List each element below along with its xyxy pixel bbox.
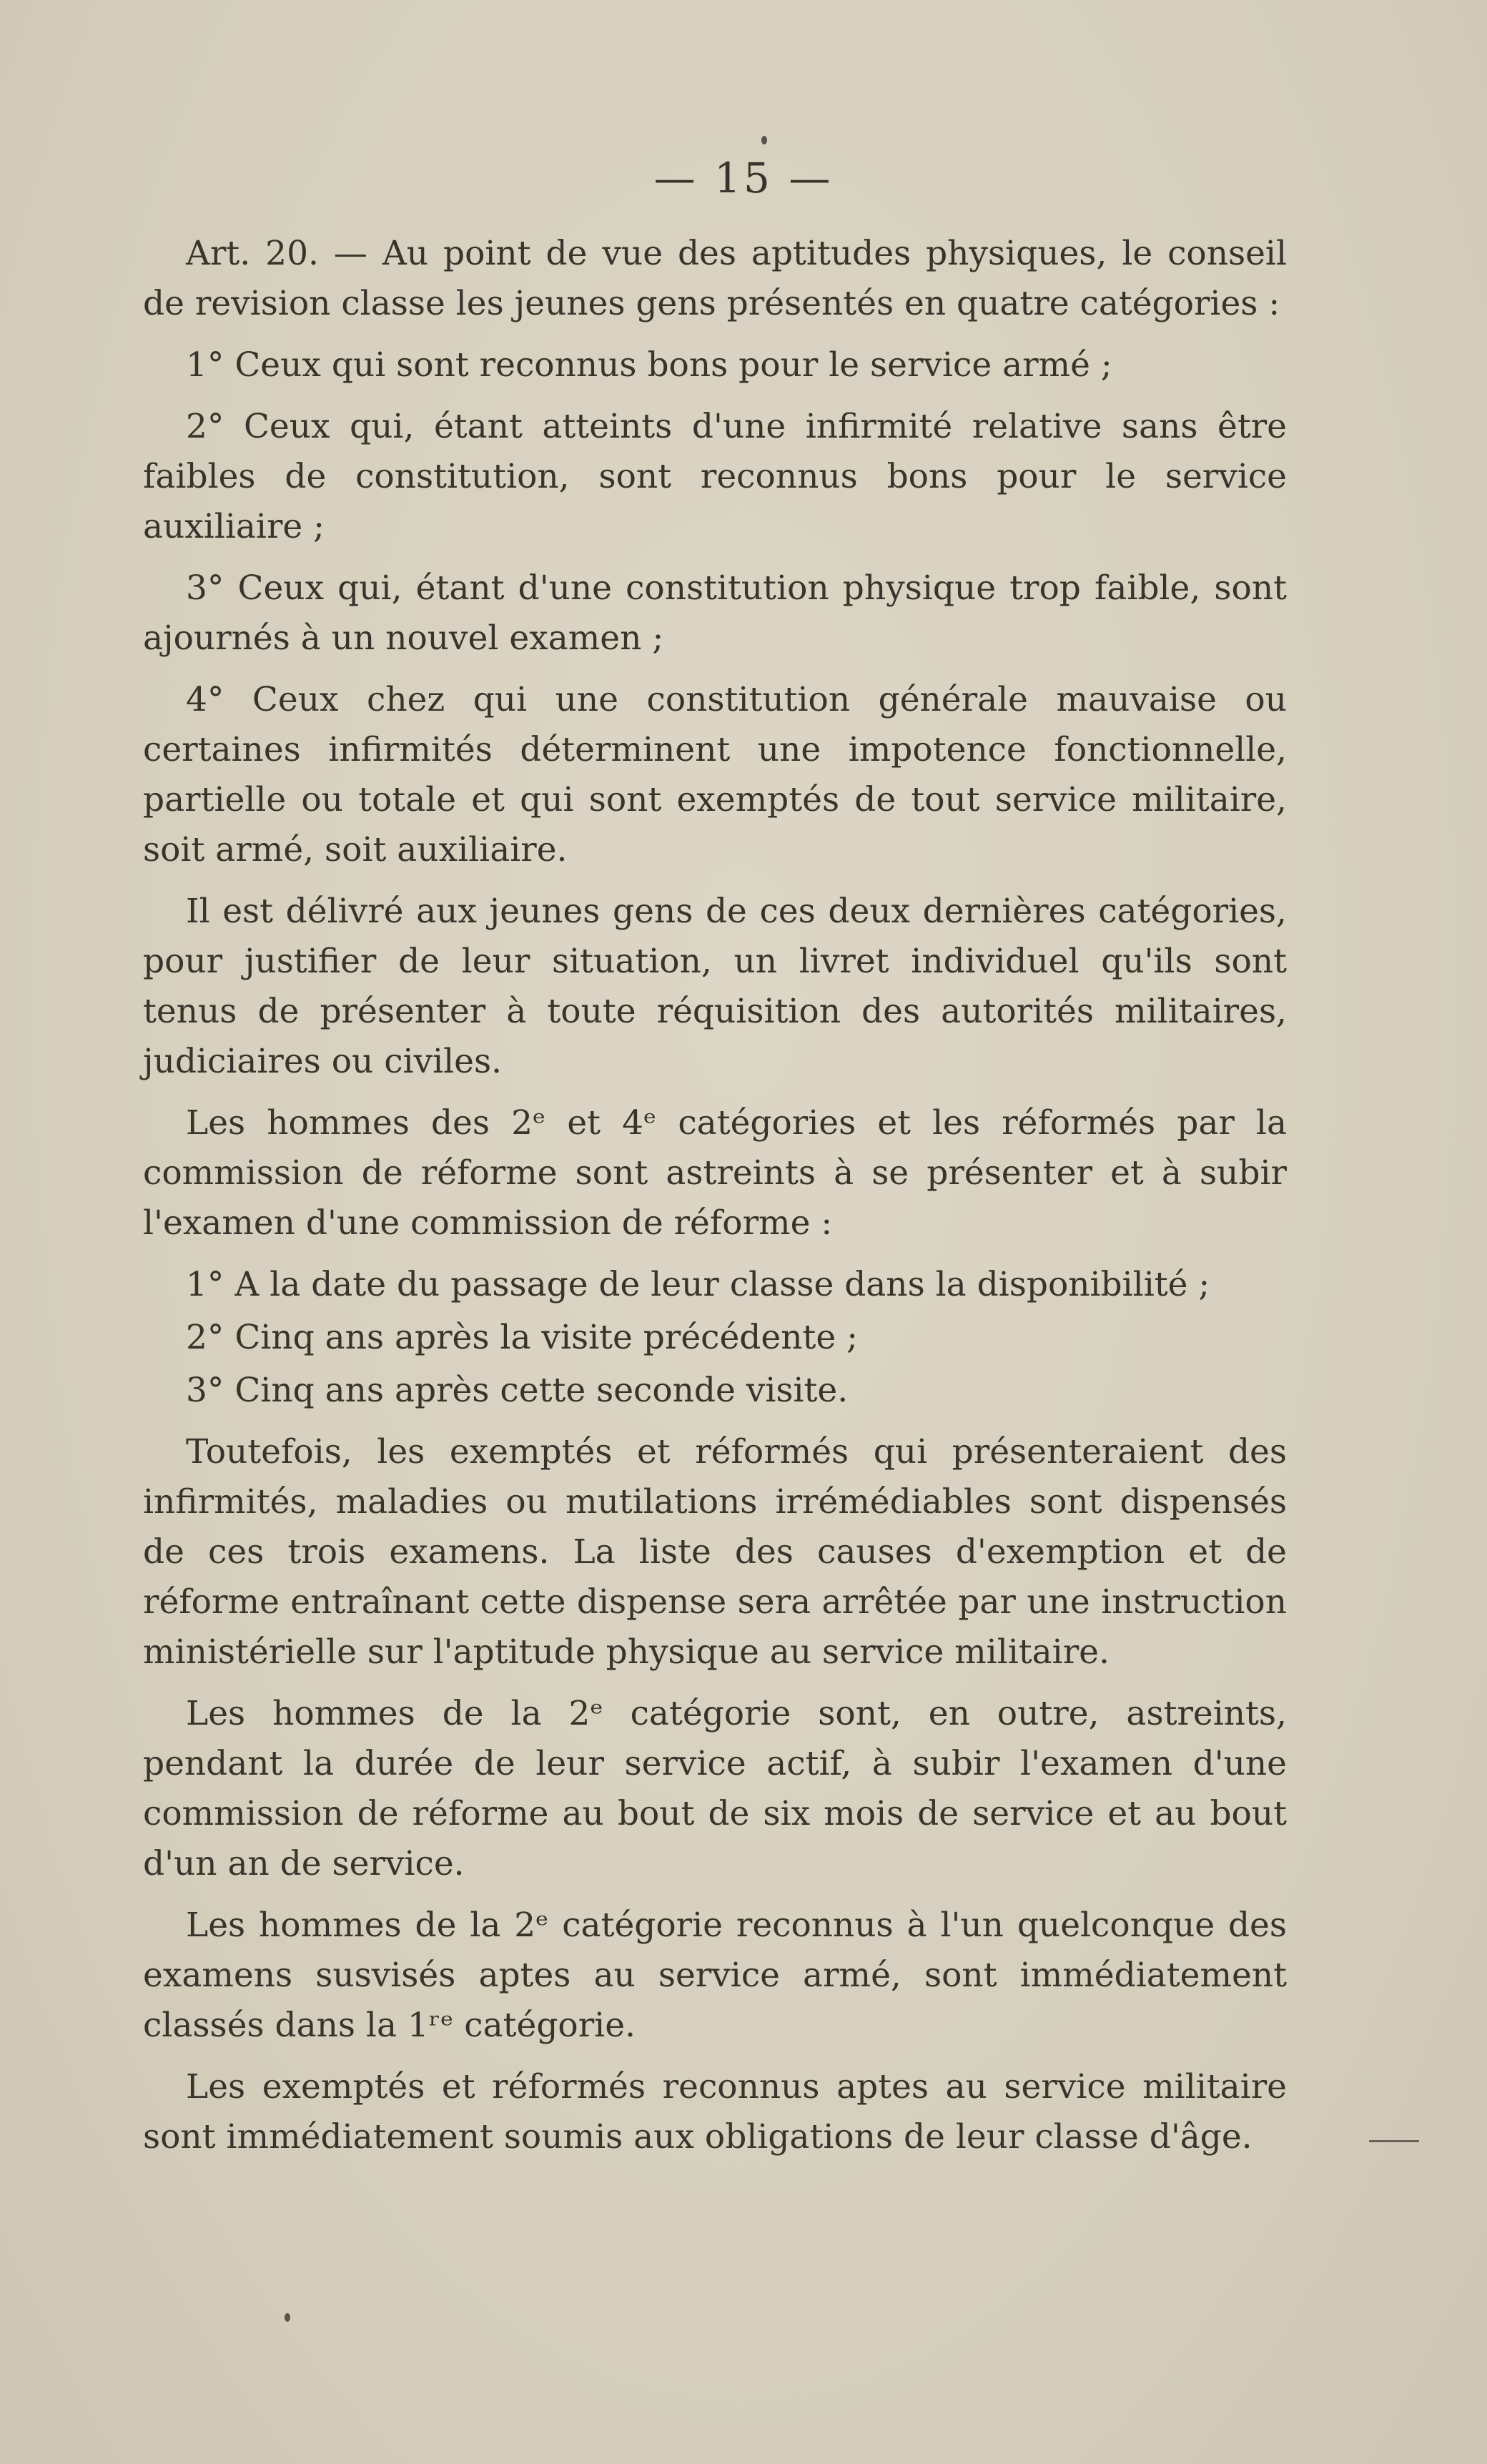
paragraph: Il est délivré aux jeunes gens de ces deux dernières catégories, pour justifier de leur situation, un livret individuel qu'ils sont tenus de présenter à toute réquisition des autorités militaires, judiciaires ou civiles. [143, 892, 1287, 1081]
paragraph: Toutefois, les exemptés et réformés qui présenteraient des infirmités, maladies ou mutilations irrémédiables sont dispensés de ces trois examens. La liste des causes d'exemption et de réforme entraînant cette dispense sera arrêtée par une instruction ministérielle sur l'aptitude physique au service militaire. [143, 1432, 1287, 1672]
margin-dash [1369, 2140, 1419, 2142]
list-item: 2° Cinq ans après la visite précédente ; [186, 1318, 858, 1357]
list-item: 1° A la date du passage de leur classe dans la disponibilité ; [186, 1265, 1210, 1304]
ink-speck [285, 2313, 290, 2322]
body-text [143, 229, 1287, 2174]
paragraph: Les hommes de la 2ᵉ catégorie reconnus à l'un quelconque des examens susvisés aptes au service armé, sont immédiatement classés dans la 1ʳᵉ catégorie. [143, 1906, 1287, 2045]
page-number: — 15 — [653, 154, 834, 202]
paragraph: Les hommes de la 2ᵉ catégorie sont, en outre, astreints, pendant la durée de leur service actif, à subir l'examen d'une commission de réforme au bout de six mois de service et au bout d'un an de service. [143, 1694, 1287, 1883]
paragraph: Les hommes des 2ᵉ et 4ᵉ catégories et les réformés par la commission de réforme sont astreints à se présenter et à subir l'examen d'une commission de réforme : [143, 1103, 1287, 1243]
list-item: 2° Ceux qui, étant atteints d'une infirmité relative sans être faibles de constitution, sont reconnus bons pour le service auxiliaire ; [143, 407, 1287, 546]
list-item: 4° Ceux chez qui une constitution générale mauvaise ou certaines infirmités déterminent une impotence fonctionnelle, partielle ou totale et qui sont exemptés de tout service militaire, soit armé, soit auxiliaire. [143, 680, 1287, 869]
ink-speck [761, 136, 767, 144]
paragraph: Les exemptés et réformés reconnus aptes au service militaire sont immédiatement soumis aux obligations de leur classe d'âge. [143, 2067, 1287, 2157]
list-item: 1° Ceux qui sont reconnus bons pour le service armé ; [186, 345, 1112, 385]
paragraph-art20: Art. 20. — Au point de vue des aptitudes physiques, le conseil de revision classe les jeunes gens présentés en quatre catégories : [143, 234, 1287, 323]
list-item: 3° Ceux qui, étant d'une constitution physique trop faible, sont ajournés à un nouvel examen ; [143, 568, 1287, 658]
list-item: 3° Cinq ans après cette seconde visite. [186, 1371, 849, 1410]
